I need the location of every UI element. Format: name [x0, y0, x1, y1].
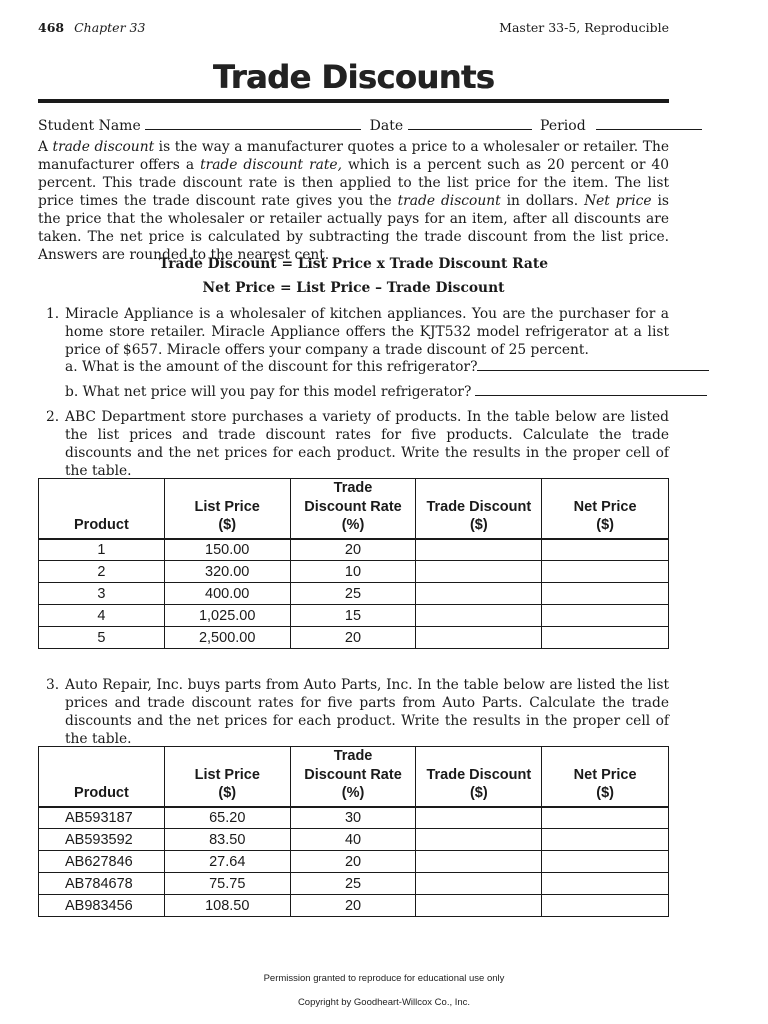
page-number: 468 [38, 20, 65, 35]
question-text: Auto Repair, Inc. buys parts from Auto Parts, Inc. In the table below are listed the list prices and trade discount rates for five parts from Auto Parts. Calculate the trade discounts and the net prices for each product. Write the results in the proper cell of the table. [65, 677, 669, 747]
intro-term: trade discount rate, [200, 157, 342, 173]
header-text: List Price [194, 498, 260, 515]
trade-discount-header [416, 747, 542, 807]
net-price-cell[interactable] [542, 873, 669, 895]
intro-paragraph [38, 138, 669, 264]
period-field[interactable] [596, 116, 702, 130]
intro-term: trade discount [52, 139, 155, 155]
trade-discount-cell[interactable] [416, 583, 542, 605]
question-1b [65, 382, 669, 400]
question-1b-answer-field[interactable] [475, 382, 707, 396]
list-price-cell: 400.00 [164, 583, 290, 605]
trade-discount-cell[interactable] [416, 627, 542, 649]
header-left [38, 20, 145, 35]
list-price-header [164, 747, 290, 807]
discount-rate-header [290, 479, 416, 539]
question-1a-answer-field[interactable] [477, 357, 709, 371]
intro-text: is the price that the wholesaler or retailer actually pays for an item, after all discounts are taken. The net price is calculated by subtracting the trade discount from the list price. Answers are rounded to the nearest cent. [38, 193, 669, 263]
list-price-cell: 65.20 [164, 807, 290, 829]
discount-rate-cell: 40 [290, 829, 416, 851]
list-price-cell: 320.00 [164, 561, 290, 583]
header-text: Trade Discount [426, 498, 532, 515]
discount-rate-cell: 20 [290, 895, 416, 917]
trade-discount-cell[interactable] [416, 539, 542, 561]
permission-notice: Permission granted to reproduce for educational use only [263, 973, 505, 984]
header-text: Trade [333, 480, 373, 496]
header-text: Product [74, 517, 129, 533]
header-text: Product [74, 785, 129, 801]
table-row [39, 895, 669, 917]
product-cell: 3 [39, 583, 165, 605]
discount-rate-cell: 10 [290, 561, 416, 583]
discount-rate-cell: 15 [290, 605, 416, 627]
product-header [39, 747, 165, 807]
table-row [39, 829, 669, 851]
header-text: Net Price [573, 766, 637, 783]
discount-rate-cell: 20 [290, 539, 416, 561]
net-price-header [542, 479, 669, 539]
header-unit: (%) [341, 785, 365, 801]
chapter-label: Chapter 33 [74, 20, 146, 35]
trade-discount-formula: Trade Discount = List Price x Trade Discount Rate [158, 256, 549, 272]
auto-parts-table [38, 746, 669, 917]
header-unit: (%) [341, 517, 365, 533]
net-price-header [542, 747, 669, 807]
trade-discount-header [416, 479, 542, 539]
table-row [39, 583, 669, 605]
intro-text: which is a percent such as 20 percent or 40 percent. This trade discount rate is then applied to the list price for the item. The list price times the trade discount rate gives you the [38, 157, 669, 209]
header-text: List Price [194, 766, 260, 783]
list-price-cell: 75.75 [164, 873, 290, 895]
product-cell: AB593592 [39, 829, 165, 851]
net-price-cell[interactable] [542, 851, 669, 873]
product-cell: AB627846 [39, 851, 165, 873]
question-number: 1. [46, 306, 60, 322]
header-text: Trade [333, 748, 373, 764]
list-price-cell: 2,500.00 [164, 627, 290, 649]
table-row [39, 807, 669, 829]
list-price-cell: 150.00 [164, 539, 290, 561]
net-price-cell[interactable] [542, 895, 669, 917]
master-label: Master 33-5, Reproducible [499, 20, 669, 35]
intro-term: trade discount [397, 193, 501, 209]
table-header-row [39, 747, 669, 807]
question-2 [38, 408, 669, 480]
trade-discount-cell[interactable] [416, 807, 542, 829]
page-title: Trade Discounts [212, 58, 495, 96]
intro-text: is the way a manufacturer quotes a price to a wholesaler or retailer. The manufacturer offers a [38, 139, 669, 173]
question-1a [65, 357, 669, 375]
question-text: ABC Department store purchases a variety of products. In the table below are listed the list prices and trade discount rates for five products. Calculate the trade discounts and the net prices for each product. Write the results in the proper cell of the table. [65, 409, 669, 479]
question-number: 2. [46, 409, 60, 425]
table-row [39, 851, 669, 873]
net-price-cell[interactable] [542, 561, 669, 583]
net-price-cell[interactable] [542, 829, 669, 851]
discount-rate-header [290, 747, 416, 807]
student-name-field[interactable] [145, 116, 361, 130]
product-cell: AB593187 [39, 807, 165, 829]
trade-discount-cell[interactable] [416, 895, 542, 917]
product-cell: AB784678 [39, 873, 165, 895]
question-number: 3. [46, 677, 60, 693]
discount-rate-cell: 30 [290, 807, 416, 829]
product-cell: 2 [39, 561, 165, 583]
product-cell: 1 [39, 539, 165, 561]
product-header [39, 479, 165, 539]
header-unit: ($) [596, 785, 614, 801]
net-price-formula: Net Price = List Price – Trade Discount [202, 280, 505, 296]
header-text: Net Price [573, 498, 637, 515]
header-unit: ($) [469, 517, 488, 533]
header-unit: ($) [596, 517, 614, 533]
trade-discount-cell[interactable] [416, 851, 542, 873]
question-1b-text: b. What net price will you pay for this model refrigerator? [65, 384, 472, 400]
trade-discount-cell[interactable] [416, 605, 542, 627]
date-field[interactable] [408, 116, 532, 130]
header-unit: ($) [469, 785, 488, 801]
question-3 [38, 676, 669, 748]
copyright-notice: Copyright by Goodheart-Willcox Co., Inc. [297, 997, 471, 1008]
list-price-cell: 83.50 [164, 829, 290, 851]
trade-discount-cell[interactable] [416, 873, 542, 895]
discount-rate-cell: 20 [290, 851, 416, 873]
net-price-cell[interactable] [542, 605, 669, 627]
intro-text: A [38, 139, 53, 155]
question-text: Miracle Appliance is a wholesaler of kitchen appliances. You are the purchaser for a home store retailer. Miracle Appliance offers the KJT532 model refrigerator at a list price of $657. Miracle offers your company a trade discount of 25 percent. [65, 306, 669, 358]
trade-discount-cell[interactable] [416, 561, 542, 583]
discount-rate-cell: 25 [290, 873, 416, 895]
student-info-row [38, 116, 669, 134]
intro-term: Net price [584, 193, 652, 209]
abc-products-table [38, 478, 669, 649]
discount-rate-cell: 25 [290, 583, 416, 605]
list-price-cell: 1,025.00 [164, 605, 290, 627]
net-price-cell[interactable] [542, 583, 669, 605]
intro-text: in dollars. [500, 193, 585, 209]
product-cell: 5 [39, 627, 165, 649]
student-name-label: Student Name [38, 118, 141, 134]
table-row [39, 627, 669, 649]
table-row [39, 561, 669, 583]
question-1 [38, 305, 669, 359]
list-price-cell: 27.64 [164, 851, 290, 873]
discount-rate-cell: 20 [290, 627, 416, 649]
header-unit: ($) [218, 517, 237, 533]
product-cell: AB983456 [39, 895, 165, 917]
header-unit: ($) [218, 785, 237, 801]
header-text: Discount Rate [304, 766, 402, 783]
header-text: Discount Rate [304, 498, 402, 515]
table-header-row [39, 479, 669, 539]
net-price-cell[interactable] [542, 627, 669, 649]
question-1a-text: a. What is the amount of the discount for this refrigerator? [65, 359, 478, 375]
product-cell: 4 [39, 605, 165, 627]
net-price-cell[interactable] [542, 539, 669, 561]
period-label: Period [540, 118, 586, 134]
net-price-cell[interactable] [542, 807, 669, 829]
date-label: Date [369, 118, 404, 134]
list-price-header [164, 479, 290, 539]
trade-discount-cell[interactable] [416, 829, 542, 851]
list-price-cell: 108.50 [164, 895, 290, 917]
table-row [39, 539, 669, 561]
table-row [39, 605, 669, 627]
header-text: Trade Discount [426, 766, 532, 783]
table-row [39, 873, 669, 895]
title-rule [38, 99, 669, 103]
